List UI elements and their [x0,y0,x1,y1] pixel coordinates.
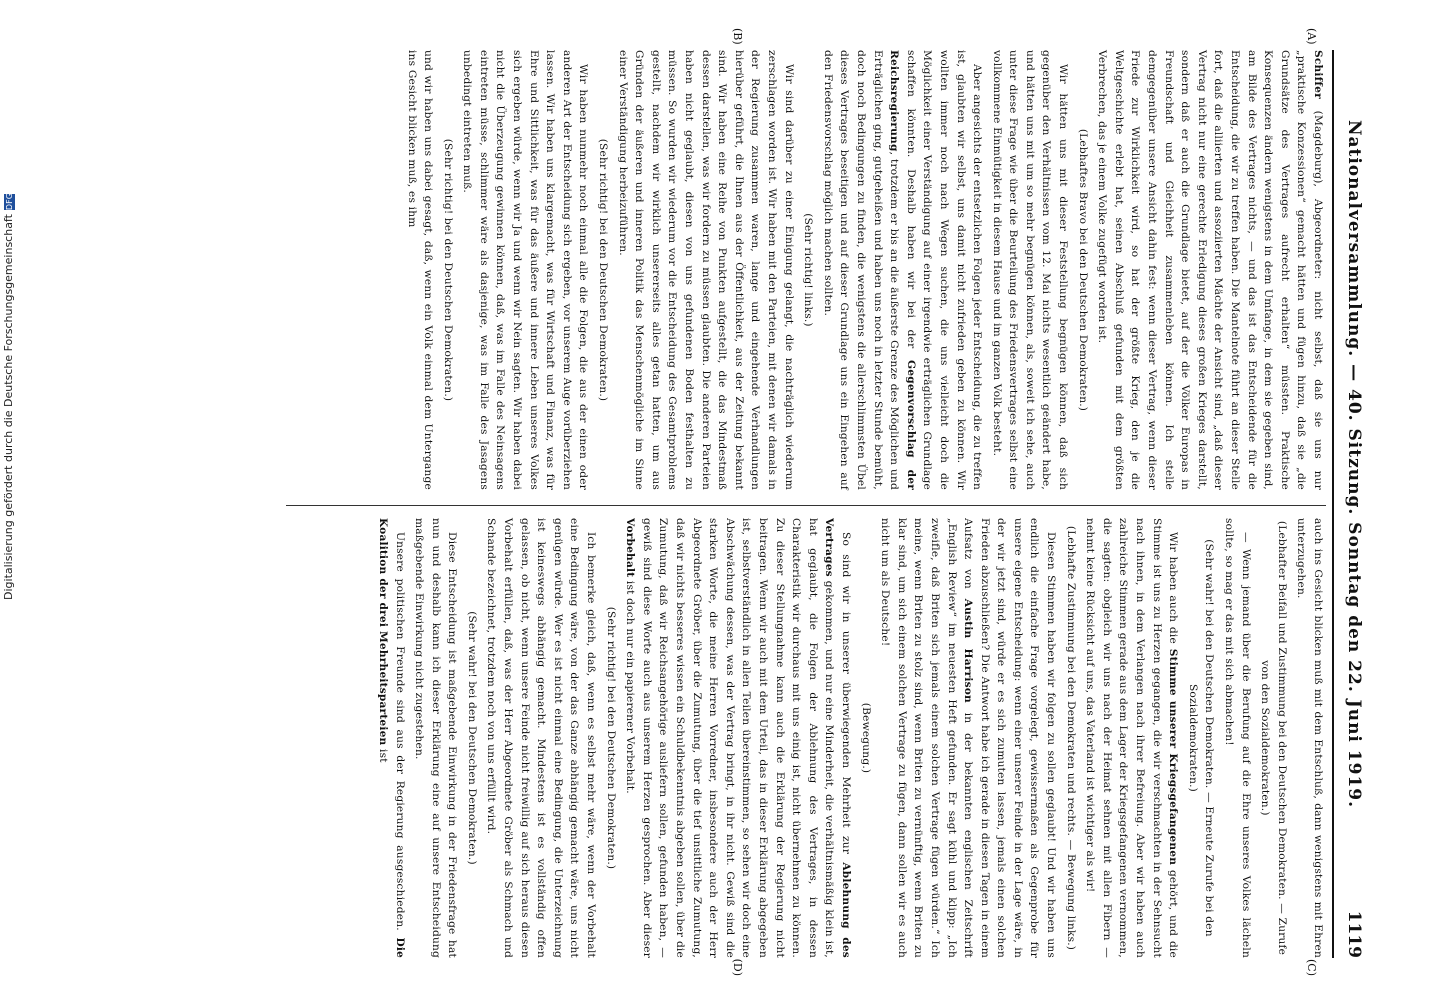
left-reaction-2: (Sehr richtig! links.) [802,213,815,327]
right-column [371,518,1326,958]
left-paragraph-1: nicht selbst, daß sie uns nur „praktische Konzessionen“ gemacht hätten und fügen hinzu, daß sie „die Grundsätze des Vertrages aufrecht erhalten“ müssten. Praktische Konsequenzen ändern wenigstens in dem Umfange, in dem sie gegeben sind, am Bilde des Vertrages nichts, — und das ist das Entscheidende für die Entscheidung, die wir zu treffen haben. Die Mantelnote führt an dieser Stelle fort, daß die alliierten und assoziierten Mächte der Ansicht sind, „daß dieser Vertrag nicht nur eine gerechte Erledigung dieses großen Krieges darstellt, sondern daß er auch die Grundlage bietet, auf der die Völker Europas in Freundschaft und Gleichheit zusammenleben können. Ich stelle demgegenüber unsere Ansicht dahin fest: wenn dieser Vertrag, wenn dieser Friede zur Wirklichkeit wird, so hat der größte Krieg, den je die Weltgeschichte erlebt hat, seinen Abschluß gefunden mit dem größten Verbrechen, das je einem Volke zugefügt worden ist. [1096,50,1324,491]
page-number: 1119 [1344,910,1364,958]
right-reaction-2: (Sehr wahr! bei den Deutschen Demokraten. — Erneute Zurufe bei den Sozialdemokraten.) [1186,539,1216,937]
right-reaction-5: (Sehr richtig! bei den Deutschen Demokraten.) [604,606,617,870]
margin-mark-a: (A) [1305,28,1318,45]
right-reaction-3: (Lebhafte Zustimmung bei den Demokraten und rechts. — Bewegung links.) [1064,525,1077,951]
digitization-credit [2,193,18,600]
right-paragraph-4-text: Diesen Stimmen haben wir folgen zu sollen geglaubt! Und wir haben uns endlich die einfache Frage vorgelegt, gewissermaßen als Gegenprobe für unsere eigene Entscheidung: wenn einer unserer Feinde in der Lage wäre, in der wir jetzt sind, würde er es sich zumuten lassen, jemals einen solchen Frieden abzuschließen? Die Antwort habe ich gerade in diesen Tagen in einem Aufsatz von [962,518,1058,958]
left-paragraph-5: Wir haben nunmehr noch einmal alle die Folgen, die aus der einen oder anderen Art der Entscheidung sich ergeben, vor unserem Auge vorüberziehen lassen. Wir haben uns klargemacht, was für Wirtschaft und Finanz, was für Ehre und Sittlichkeit, was für das äußere und innere Leben unseres Volkes sich ergeben würde, wenn wir Ja und wenn wir Nein sagten. Wir haben dabei nicht die Überzeugung gewinnen können, daß, was im Falle des Neinsagens eintreten müsse, schlimmer wäre als dasjenige, was im Falle des Jasagens unbedingt eintreten muß. [461,50,590,490]
left-paragraph-4: Wir sind darüber zu einer Einigung gelangt, die nachträglich wiederum zerschlagen worden ist. Wir haben mit den Parteien, mit denen wir damals in der Regierung zusammen waren, lange und eingehende Verhandlungen hierüber geführt, die Ihnen aus der Öffentlichkeit, aus der Zeitung bekannt sind. Wir haben eine Reihe von Punkten aufgestellt, die das Mindestmaß dessen darstellen, was wir fordern zu müssen glaubten. Die anderen Parteien haben nicht geglaubt, diesen von uns gefundenen Boden festhalten zu müssen. So wurden wir wiederum vor die Entscheidung des Gesamtproblems gestellt, nachdem wir wirklich unsererseits alles getan hatten, um aus Gründen der äußeren und inneren Politik das Menschenmögliche im Sinne einer Verständigung herbeizuführen. [616,50,795,490]
left-paragraph-2: Wir hätten uns mit dieser Feststellung begnügen können, daß sich gegenüber den Verhältnissen vom 12. Mai nichts wesentlich geändert habe, und hätten uns mit um so mehr begnügen können, als, soweit ich sehe, auch unter diese Frage wie über die Beurteilung des Friedensvertrages selbst eine vollkommene Einmütigkeit in diesem Hause und im ganzen Volk besteht. [990,50,1070,490]
left-paragraph-3-text: Aber angesichts der entsetzlichen Folgen jeder Entscheidung, die zu treffen ist, glaubten wir selbst, uns damit nicht zufrieden geben zu können. Wir wollten immer noch nach Wegen suchen, die uns vielleicht doch die Möglichkeit einer Verständigung auf einer irgendwie erträglichen Grundlage schaffen könnten. Deshalb haben wir bei der [904,50,984,490]
speaker-suffix: (Magdeburg), Abgeordneter: [1312,98,1324,280]
dfg-logo-icon: DFG [4,193,14,211]
right-paragraph-2: — Wenn jemand über die Berufung auf die Ehre unseres Volkes lächeln sollte, so mag er das mit sich abmachen! [1223,518,1252,958]
page-title: Nationalversammlung. — 40. Sitzung. Sonntag den 22. Juni 1919. [1344,119,1364,809]
right-reaction-1: (Lebhafter Beifall und Zustimmung bei den Deutschen Demokraten. — Zurufe von den Sozialdemokraten.) [1259,520,1288,956]
right-paragraph-3 [1082,518,1182,958]
right-paragraph-6: Ich bemerke gleich, daß, wenn es selbst mehr wäre, wenn der Vorbehalt eine Bedingung wäre, von der das Ganze abhängig gemacht wäre, uns nicht genügen würde. Wer es ist nicht einmal eine Bedingung, die Unterzeichnung ist keineswegs abhängig gemacht. Mindestens ist es vollständig offen gelassen, ob nicht, wenn unsere Feinde nicht freiwillig auf sich heraus diesen Vorbehalt erfüllen, daß, was der Herr Abgeordnete Gröber als Schmach und Schande bezeichnet, trotzdem noch von uns erfüllt wird. [485,518,598,958]
margin-mark-c: (C) [1305,959,1318,976]
digitization-credit-text: Digitalisierung gefördert durch die Deutsche Forschungsgemeinschaft [2,214,15,600]
right-reaction-4: (Bewegung.) [859,702,872,774]
right-paragraph-3-bold: Stimme unserer Kriegsgefangenen [1167,648,1180,866]
right-reaction-6: (Sehr wahr! bei den Deutschen Demokraten.) [465,611,478,865]
speaker-name: Schiffer [1312,50,1324,99]
left-paragraph-3-bold: Gegenvorschlag der Reichsregierung [888,50,917,490]
speaker-paragraph [1094,50,1326,490]
right-paragraph-4-tail: in der bekannten englischen Zeitschrift „English Review“ im neuesten Heft gefunden. Er sagt kühl und klipp: „Ich zweifle, daß Briten sich jemals einem solchen Vertrage fügen würden.“ Ich meine, wenn Briten zu stolz sind, wenn Briten zu vernünftig, wenn Briten zu klar sind, um sich einem solchen Vertrage zu fügen, dann sollen wir es auch nicht um als Deutsche! [879,518,975,958]
left-paragraph-3-tail: , trotzdem er bis an die äußerste Grenze des Möglichen und Erträglichen ging, gutgeheißen und haben uns noch in letzter Stunde bemüht, doch noch Bedingungen zu finden, die wenigstens die allerschlimmsten Übel dieses Vertrages beseitigen und auf dieser Grundlage uns ein Eingehen auf den Friedensvorschlag möglich machen sollten. [821,50,901,490]
right-paragraph-5-tail: gekommen, und nur eine Minderheit, die verhältnismäßig klein ist, hat geglaubt, die Folgen der Ablehnung des Vertrages, in dessen Charakteristik wir durchaus mit uns einig ist, nicht übernehmen zu können. Zu dieser Stellungnahme kann auch die Erklärung der Regierung nicht beitragen. Wenn wir auch mit dem Urteil, das in dieser Erklärung abgegeben ist, selbstverständlich in allen Teilen übereinstimmen, so sehen wir doch eine Abschwächung dessen, was der Vertrag bringt, in ihr nicht. Gewiß sind die starken Worte, die meine Herren Vorredner, insbesondere auch der Herr Abgeordnete Gröber, über die Zumutung, über die tief unsittliche Zumutung, daß wir nichts besseres wissen ein Schuldbekenntnis abgeben sollen, über die Zumutung, daß wir Reichsangehörige ausliefern sollen, gefunden haben, — gewiß sind diese Worte auch aus unserem Herzen gesprochen. Aber dieser [640,518,836,958]
left-column [400,50,1326,490]
right-paragraph-7: Diese Entscheidung ist maßgebende Einwirkung in der Friedensfrage hat nun und deshalb kann ich dieser Erklärung eine auf unsere Entscheidung maßgebende Einwirkung nicht zugestehen. [413,518,459,958]
right-paragraph-4 [877,518,1060,958]
right-paragraph-3-text: Wir haben auch die [1167,532,1180,644]
header-rule [1332,50,1334,958]
right-paragraph-5-bold-2: Vorbehalt [624,518,637,578]
right-paragraph-8-text: Unsere politischen Freunde sind aus der Regierung ausgeschieden. [393,532,406,931]
left-reaction-4: (Sehr richtig! bei den Deutschen Demokraten.) [441,138,454,402]
scanned-page [50,20,1384,980]
right-paragraph-5-bold: Ablehnung des Vertrages [823,518,852,958]
left-paragraph-3 [819,50,985,490]
right-paragraph-5 [622,518,854,958]
column-divider [286,505,1326,506]
left-paragraph-6: und wir haben uns dabei gesagt, daß, wenn ein Volk einmal dem Untergange ins Gesicht blicken muß, es ihm [405,50,435,490]
margin-mark-b: (B) [731,28,744,45]
right-paragraph-4-bold: Austin Harrison [962,598,975,703]
right-paragraph-8-bold: Die Koalition der drei Mehrheitsparteien [376,518,406,958]
right-paragraph-8 [374,518,407,958]
right-paragraph-5-text: So sind wir in unserer überwiegenden Mehrheit zur [839,532,852,855]
left-reaction-1: (Lebhaftes Bravo bei den Deutschen Demokraten.) [1076,128,1089,412]
right-paragraph-8-tail: ist [376,749,389,763]
margin-mark-d: (D) [731,958,744,976]
page-header [1336,50,1364,958]
right-paragraph-3-tail: gehört, und die Stimme ist uns zu Herzen gegangen, die wir verschmachten in der Sehnsucht nach ihnen, in dem Verlangen nach ihrer Befreiung. Aber wir haben auch zahlreiche Stimmen gerade aus dem Lager der Kriegsgefangenen vernommen, die sagten: obgleich wir uns nach der Heimat sehnen mit allen Fibern — nehmt keine Rücksicht auf uns, das Vaterland ist wichtiger als wir! [1084,518,1180,958]
right-paragraph-1: auch ins Gesicht blicken muß mit dem Entschluß, dann wenigstens mit Ehren unterzugehen. [1295,518,1324,958]
left-reaction-3: (Sehr richtig! bei den Deutschen Demokraten.) [597,138,610,402]
right-paragraph-5-tail-2: ist doch nur ein papierener Vorbehalt. [624,580,637,794]
